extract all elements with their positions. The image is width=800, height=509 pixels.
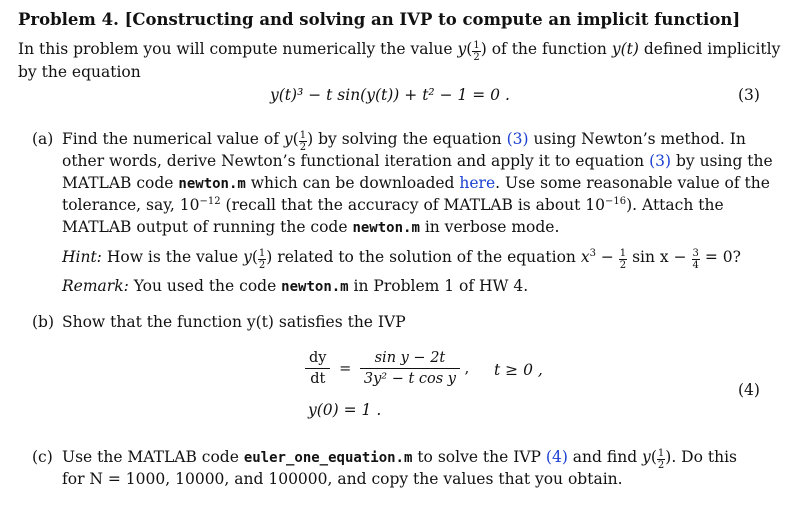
equation-3: y(t)³ − t sin(y(t)) + t² − 1 = 0 . [270, 86, 510, 104]
part-c-text: to solve the IVP [412, 448, 546, 466]
part-a-text: other words, derive Newton’s functional iteration and apply it to equation [62, 152, 650, 170]
hint-text: sin x − [627, 248, 692, 266]
accuracy-exponent: −16 [605, 195, 627, 207]
hint-text: related to the solution of the equation [272, 248, 581, 266]
fraction-half: $\frac{1}{2}$ [299, 130, 307, 153]
part-a-line-2 [62, 152, 773, 170]
part-a-line-4 [62, 196, 724, 214]
dy: dy [305, 348, 330, 369]
rhs-numerator: sin y − 2t [360, 348, 460, 369]
fraction-half: $\frac{1}{2}$ [473, 40, 480, 63]
yt-expr: y(t) [611, 40, 639, 58]
code-newton: newton.m [352, 220, 420, 236]
part-c-line-2: for N = 1000, 10000, and 100000, and copy the values that you obtain. [62, 470, 623, 488]
equation-4-number: (4) [738, 381, 760, 399]
part-a-text: by solving the equation [313, 130, 507, 148]
part-a-text: tolerance, say, 10 [62, 196, 200, 214]
dt: dt [310, 371, 326, 387]
part-b-text: Show that the function y(t) satisfies the IVP [62, 313, 406, 331]
remark-label: Remark: [62, 277, 129, 295]
part-c-text: and find [567, 448, 643, 466]
intro-text-b: of the function [486, 40, 612, 58]
part-a-text: in verbose mode. [419, 218, 560, 236]
code-newton: newton.m [178, 176, 246, 192]
part-a-text: using Newton’s method. In [528, 130, 746, 148]
hint-text: How is the value [101, 248, 244, 266]
hint-line: Hint: How is the value y( $\frac{1}{2}$ ) related to the solution of the equation $x^3$ − $\frac{1}{2}$ sin x − $\frac{3}{4}$ = 0? [62, 247, 741, 271]
intro-line-1: In this problem you will compute numerically the value y( $\frac{1}{2}$ ) of the function y(t) defined implicitly [18, 40, 781, 63]
part-a-line-5 [62, 218, 559, 236]
part-c-text: . Do this [671, 448, 737, 466]
eq3-reference-link[interactable]: (3) [649, 152, 672, 170]
part-c-line-1: Use the MATLAB code euler_one_equation.m to solve the IVP (4) and find y( $\frac{1}{2}$ ). Do this [62, 448, 737, 471]
hint-text: = 0? [699, 248, 741, 266]
part-c-text: Use the MATLAB code [62, 448, 244, 466]
code-newton: newton.m [281, 279, 349, 295]
part-c-label: (c) [32, 448, 53, 466]
eq3-reference-link[interactable]: (3) [506, 130, 529, 148]
ivp-ode: $\frac{dy}{dt}$ = $\frac{\text{sin y − 2t}}{\text{3y² − t cos y}}$ , [305, 348, 469, 389]
problem-title: Problem 4. [Constructing and solving an IVP to compute an implicit function] [18, 10, 741, 29]
part-a-text: by using the [671, 152, 773, 170]
y-half-expr: y [457, 40, 467, 58]
part-a-text: . Use some reasonable value of the [495, 174, 770, 192]
part-a-text: MATLAB output of running the code [62, 218, 353, 236]
intro-text-a: In this problem you will compute numerically the value [18, 40, 458, 58]
hint-label: Hint: [62, 248, 102, 266]
part-a-text: MATLAB code [62, 174, 179, 192]
dy-dt-fraction [305, 348, 330, 389]
remark-text: in Problem 1 of HW 4. [348, 277, 529, 295]
part-a-text: which can be downloaded [245, 174, 460, 192]
intro-line-2: by the equation [18, 63, 141, 81]
remark-text: You used the code [128, 277, 282, 295]
eq4-reference-link[interactable]: (4) [545, 448, 568, 466]
code-euler: euler_one_equation.m [243, 450, 413, 466]
tolerance-exponent: −12 [199, 195, 221, 207]
ivp-initial-condition: y(0) = 1 . [308, 401, 382, 419]
part-a-text: (recall that the accuracy of MATLAB is about 10 [220, 196, 606, 214]
rhs-fraction [360, 348, 460, 389]
intro-text-c: defined implicitly [638, 40, 781, 58]
ivp-condition: t ≥ 0 , [494, 361, 543, 379]
equation-3-number: (3) [738, 86, 760, 104]
part-a-text: Find the numerical value of [62, 130, 284, 148]
part-b-label: (b) [32, 313, 55, 331]
part-a-label: (a) [32, 130, 54, 148]
part-a-line-3 [62, 174, 770, 192]
part-a-text: ). Attach the [626, 196, 724, 214]
part-a-line-1: Find the numerical value of y( $\frac{1}{2}$ ) by solving the equation (3) using Newton’s method. In [62, 130, 746, 153]
remark-line [62, 277, 528, 295]
rhs-denominator: 3y² − t cos y [363, 371, 456, 387]
here-download-link[interactable]: here [459, 174, 496, 192]
